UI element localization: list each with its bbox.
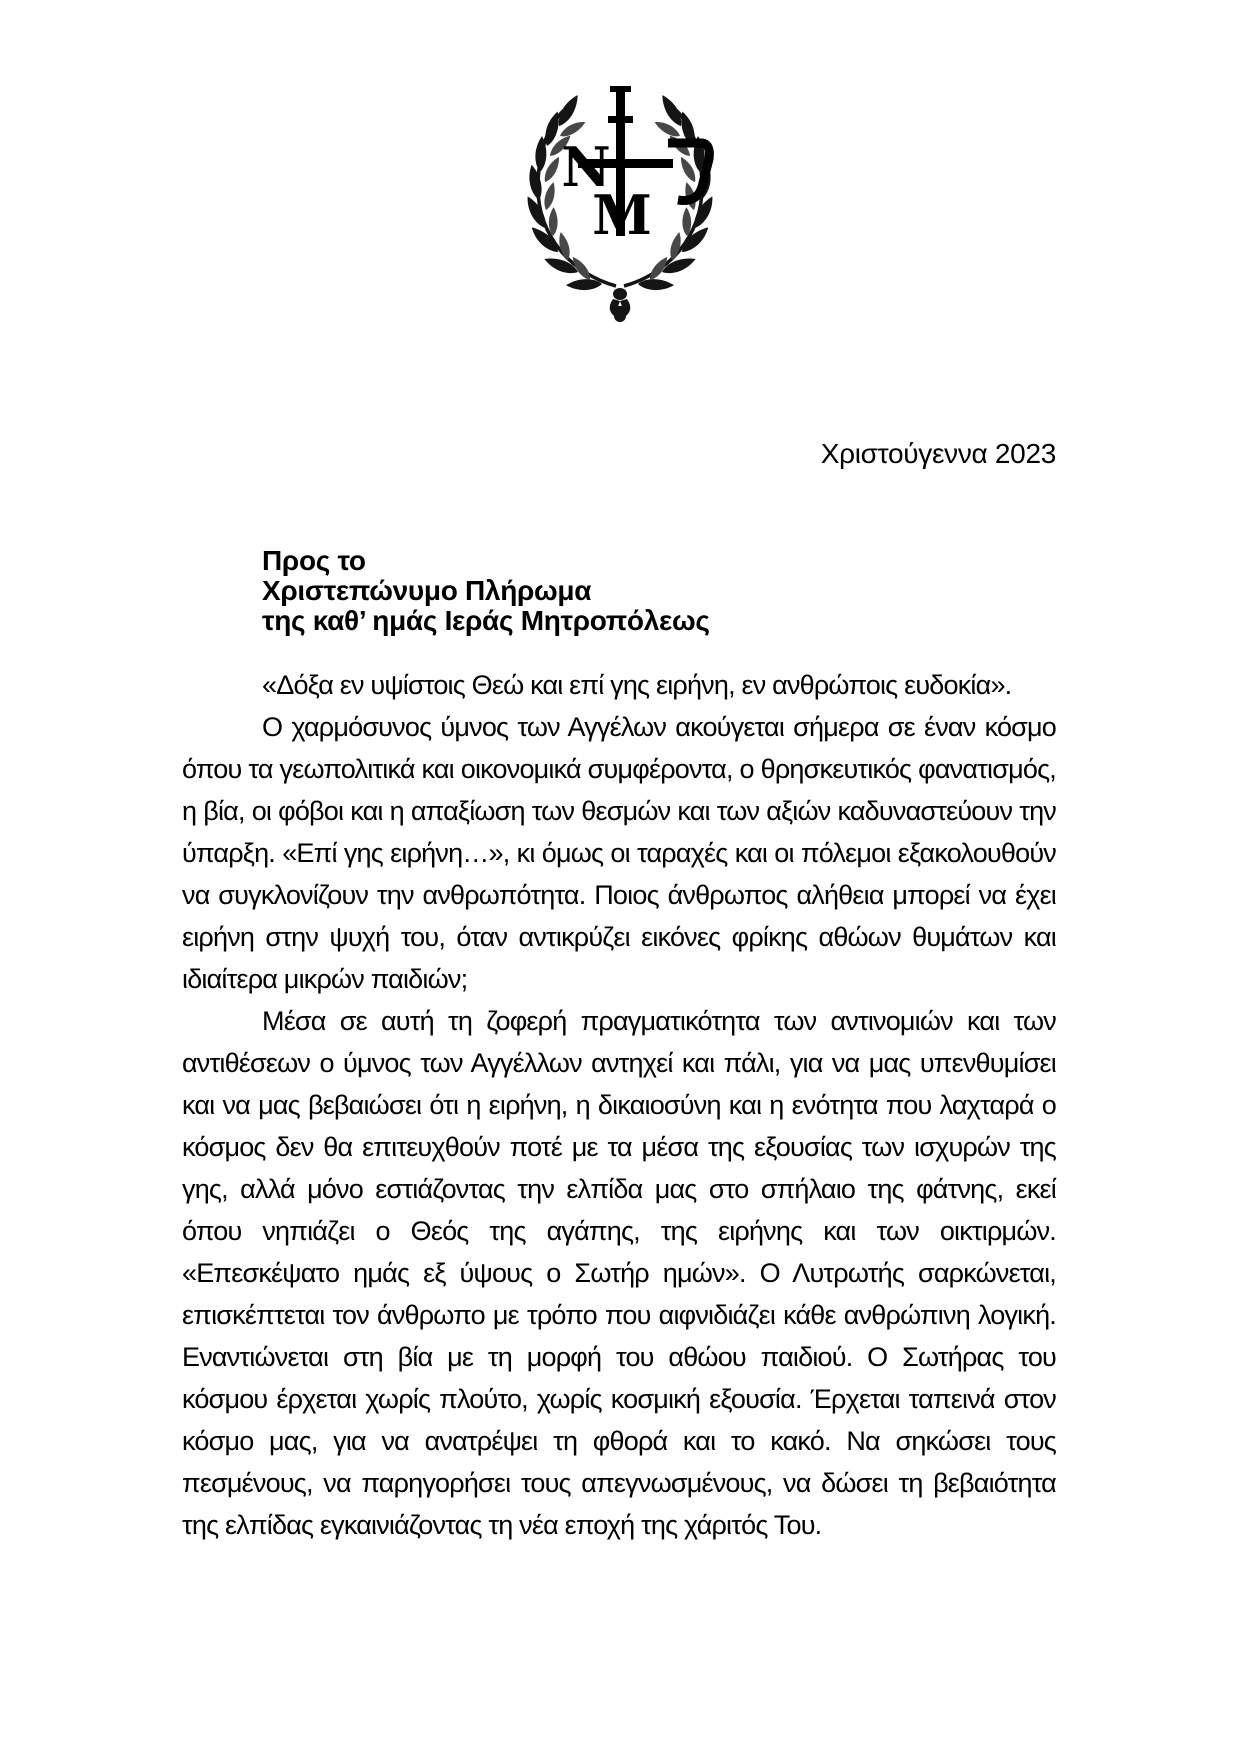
monogram-letter-n: Ν [561, 135, 611, 199]
wreath-knot-icon [610, 288, 631, 322]
metropolis-emblem [518, 86, 722, 326]
addressee-line-1: Προς το [262, 545, 366, 576]
body-paragraph-2: Μέσα σε αυτή τη ζοφερή πραγματικότητα των αντινομιών και των αντιθέσεων ο ύμνος των Αγγέλλων αντηχεί και πάλι, για να μας υπενθυμίσει και να μας βεβαιώσει ότι η ειρήνη, η δικαιοσύνη και η ενότητα που λαχταρά ο κόσμος δεν θα επιτευχθούν ποτέ με τα μέσα της εξουσίας των ισχυρών της γης, αλλά μόνο εστιάζοντας την ελπίδα μας στο σπήλαιο της φάτνης, εκεί όπου νηπιάζει ο Θεός της αγάπης, της ειρήνης και των οικτιρμών. «Επεσκέψατο ημάς εξ ύψους ο Σωτήρ ημών». Ο Λυτρωτής σαρκώνεται, επισκέπτεται τον άνθρωπο με τρόπο που αιφνιδιάζει κάθε ανθρώπινη λογική. Εναντιώνεται στη βία με τη μορφή του αθώου παιδιού. Ο Σωτήρας του κόσμου έρχεται χωρίς πλούτο, χωρίς κοσμική εξουσία. Έρχεται ταπεινά στον κόσμο μας, για να ανατρέψει τη φθορά και το κακό. Να σηκώσει τους πεσμένους, να παρηγορήσει τους απεγνωσμένους, να δώσει τη βεβαιότητα της ελπίδας εγκαινιάζοντας τη νέα εποχή της χάριτός Του. [182, 1006, 1056, 1540]
body-paragraph-1: Ο χαρμόσυνος ύμνος των Αγγέλων ακούγεται σήμερα σε έναν κόσμο όπου τα γεωπολιτικά και οικονομικά συμφέροντα, ο θρησκευτικός φανατισμός, η βία, οι φόβοι και η απαξίωση των θεσμών και των αξιών καδυναστεύουν την ύπαρξη. «Επί γης ειρήνη…», κι όμως οι ταραχές και οι πόλεμοι εξακολουθούν να συγκλονίζουν την ανθρωπότητα. Ποιος άνθρωπος αλήθεια μπορεί να έχει ειρήνη στην ψυχή του, όταν αντικρύζει εικόνες φρίκης αθώων θυμάτων και ιδιαίτερα μικρών παιδιών; [182, 712, 1056, 994]
opening-quote: «Δόξα εν υψίστοις Θεώ και επί γης ειρήνη, εν ανθρώποις ευδοκία». [262, 670, 1012, 700]
addressee-line-2: Χριστεπώνυμο Πλήρωμα [262, 575, 592, 606]
addressee-block [262, 546, 710, 636]
date-line: Χριστούγεννα 2023 [820, 438, 1056, 469]
letter-body [182, 664, 1056, 1546]
monogram-letter-m: Μ [592, 183, 652, 247]
addressee-line-3: της καθ’ ημάς Ιεράς Μητροπόλεως [262, 605, 710, 636]
